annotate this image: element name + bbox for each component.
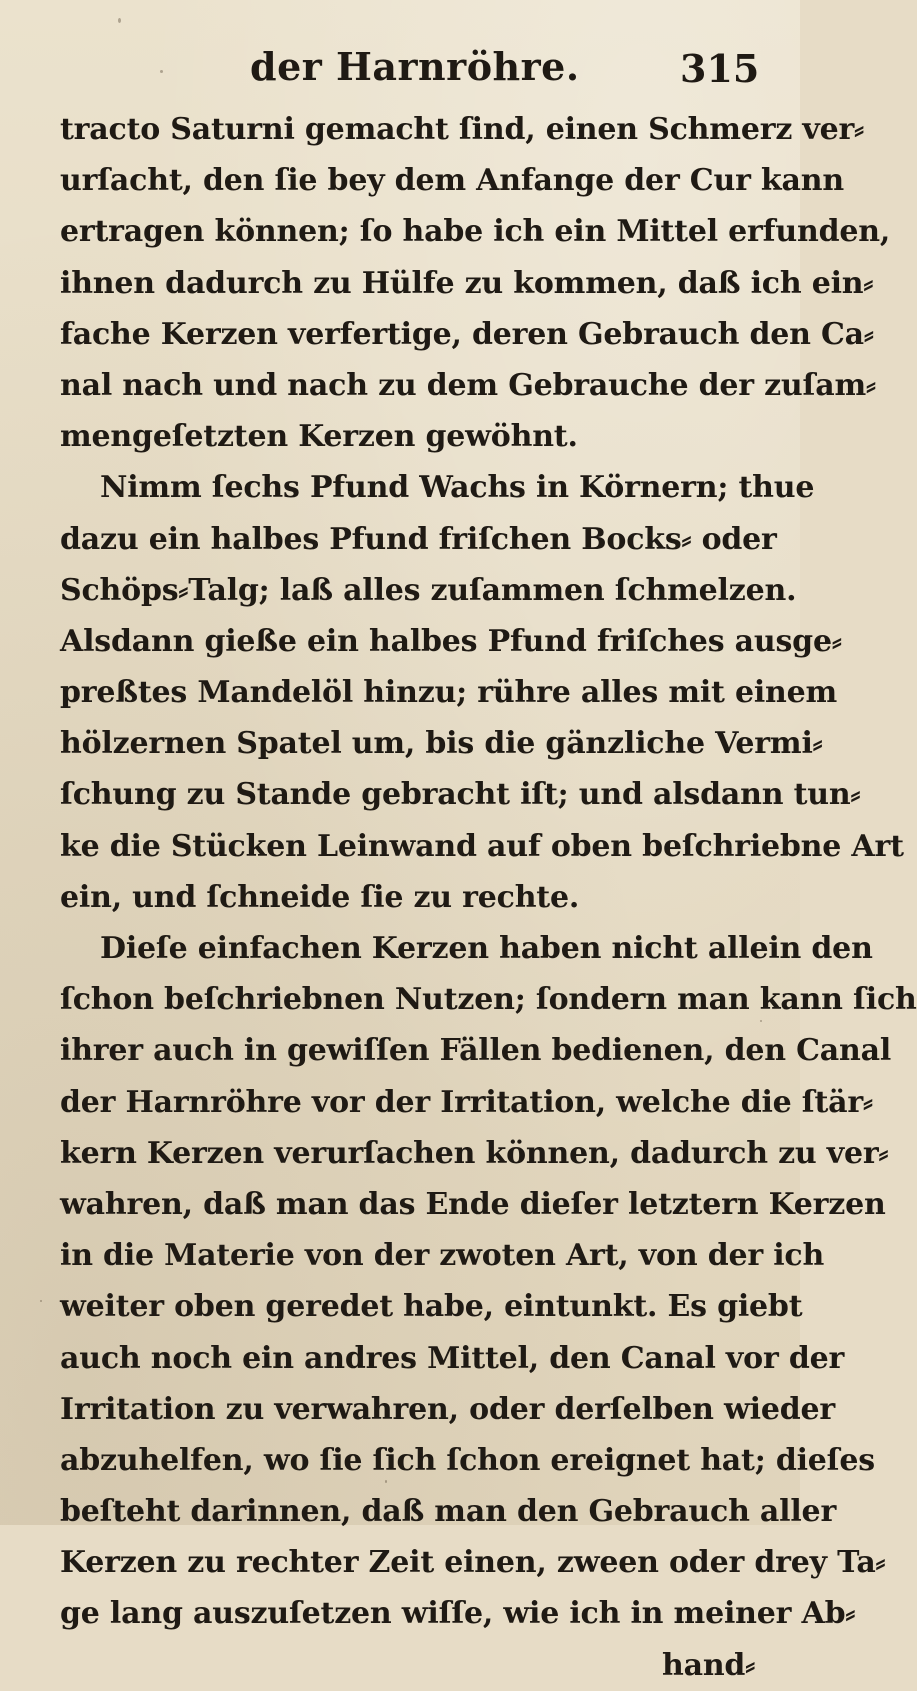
text-line: ſchon beſchriebnen Nutzen; ſondern man kann ſich xyxy=(60,982,917,1018)
body-text xyxy=(60,104,917,1691)
text-line: in die Materie von der zwoten Art, von der ich xyxy=(60,1238,825,1274)
text-line: hölzernen Spatel um, bis die gänzliche Vermi⸗ xyxy=(60,726,823,762)
text-line: Alsdann gieße ein halbes Pfund friſches ausge⸗ xyxy=(60,623,842,659)
text-line: dazu ein halbes Pfund friſchen Bocks⸗ oder xyxy=(60,521,777,557)
paragraph-3 xyxy=(60,923,917,1640)
text-line: tracto Saturni gemacht ſind, einen Schmerz ver⸗ xyxy=(60,112,864,147)
text-line: auch noch ein andres Mittel, den Canal vor der xyxy=(60,1340,845,1376)
page-header xyxy=(0,38,800,98)
text-line: ihrer auch in gewiſſen Fällen bedienen, den Canal xyxy=(60,1033,892,1069)
text-line: ertragen können; ſo habe ich ein Mittel erfunden, xyxy=(60,214,891,250)
text-line: preßtes Mandelöl hinzu; rühre alles mit einem xyxy=(60,675,838,711)
text-line: wahren, daß man das Ende dieſer letztern Kerzen xyxy=(60,1186,886,1222)
text-line: nal nach und nach zu dem Gebrauche der zuſam⸗ xyxy=(60,367,876,403)
page-number: 315 xyxy=(680,46,760,91)
text-line: Kerzen zu rechter Zeit einen, zween oder drey Ta⸗ xyxy=(60,1545,886,1581)
text-line: der Harnröhre vor der Irritation, welche die ſtär⸗ xyxy=(60,1084,873,1120)
paragraph-1 xyxy=(60,104,891,462)
text-line: abzuhelfen, wo ſie ſich ſchon ereignet hat; dieſes xyxy=(60,1442,875,1478)
text-line: beſteht darinnen, daß man den Gebrauch aller xyxy=(60,1494,837,1530)
text-line: ſchung zu Stande gebracht iſt; und alsdann tun⸗ xyxy=(60,777,861,813)
text-line: Irritation zu verwahren, oder derſelben wieder xyxy=(60,1391,836,1427)
running-head: der Harnröhre. xyxy=(250,44,580,89)
text-line: fache Kerzen verfertige, deren Gebrauch den Ca⸗ xyxy=(60,316,874,352)
text-line: ge lang auszuſetzen wiſſe, wie ich in meiner Ab⸗ xyxy=(60,1596,856,1632)
catchword: hand⸗ xyxy=(661,1647,755,1683)
text-line: Dieſe einfachen Kerzen haben nicht allein den xyxy=(100,931,873,966)
text-line: ihnen dadurch zu Hülfe zu kommen, daß ich ein⸗ xyxy=(60,265,874,301)
paragraph-2 xyxy=(60,462,904,923)
text-line: ein, und ſchneide ſie zu rechte. xyxy=(60,879,580,915)
text-line: Schöps⸗Talg; laß alles zuſammen ſchmelzen. xyxy=(60,572,797,608)
text-line: ke die Stücken Leinwand auf oben beſchriebne Art xyxy=(60,828,904,864)
text-line: urſacht, den ſie bey dem Anfange der Cur kann xyxy=(60,163,844,199)
text-line: mengeſetzten Kerzen gewöhnt. xyxy=(60,419,578,455)
text-line: kern Kerzen verurſachen können, dadurch zu ver⸗ xyxy=(60,1135,889,1171)
text-line: weiter oben geredet habe, eintunkt. Es giebt xyxy=(60,1289,803,1325)
text-line: Nimm ſechs Pfund Wachs in Körnern; thue xyxy=(100,470,815,506)
